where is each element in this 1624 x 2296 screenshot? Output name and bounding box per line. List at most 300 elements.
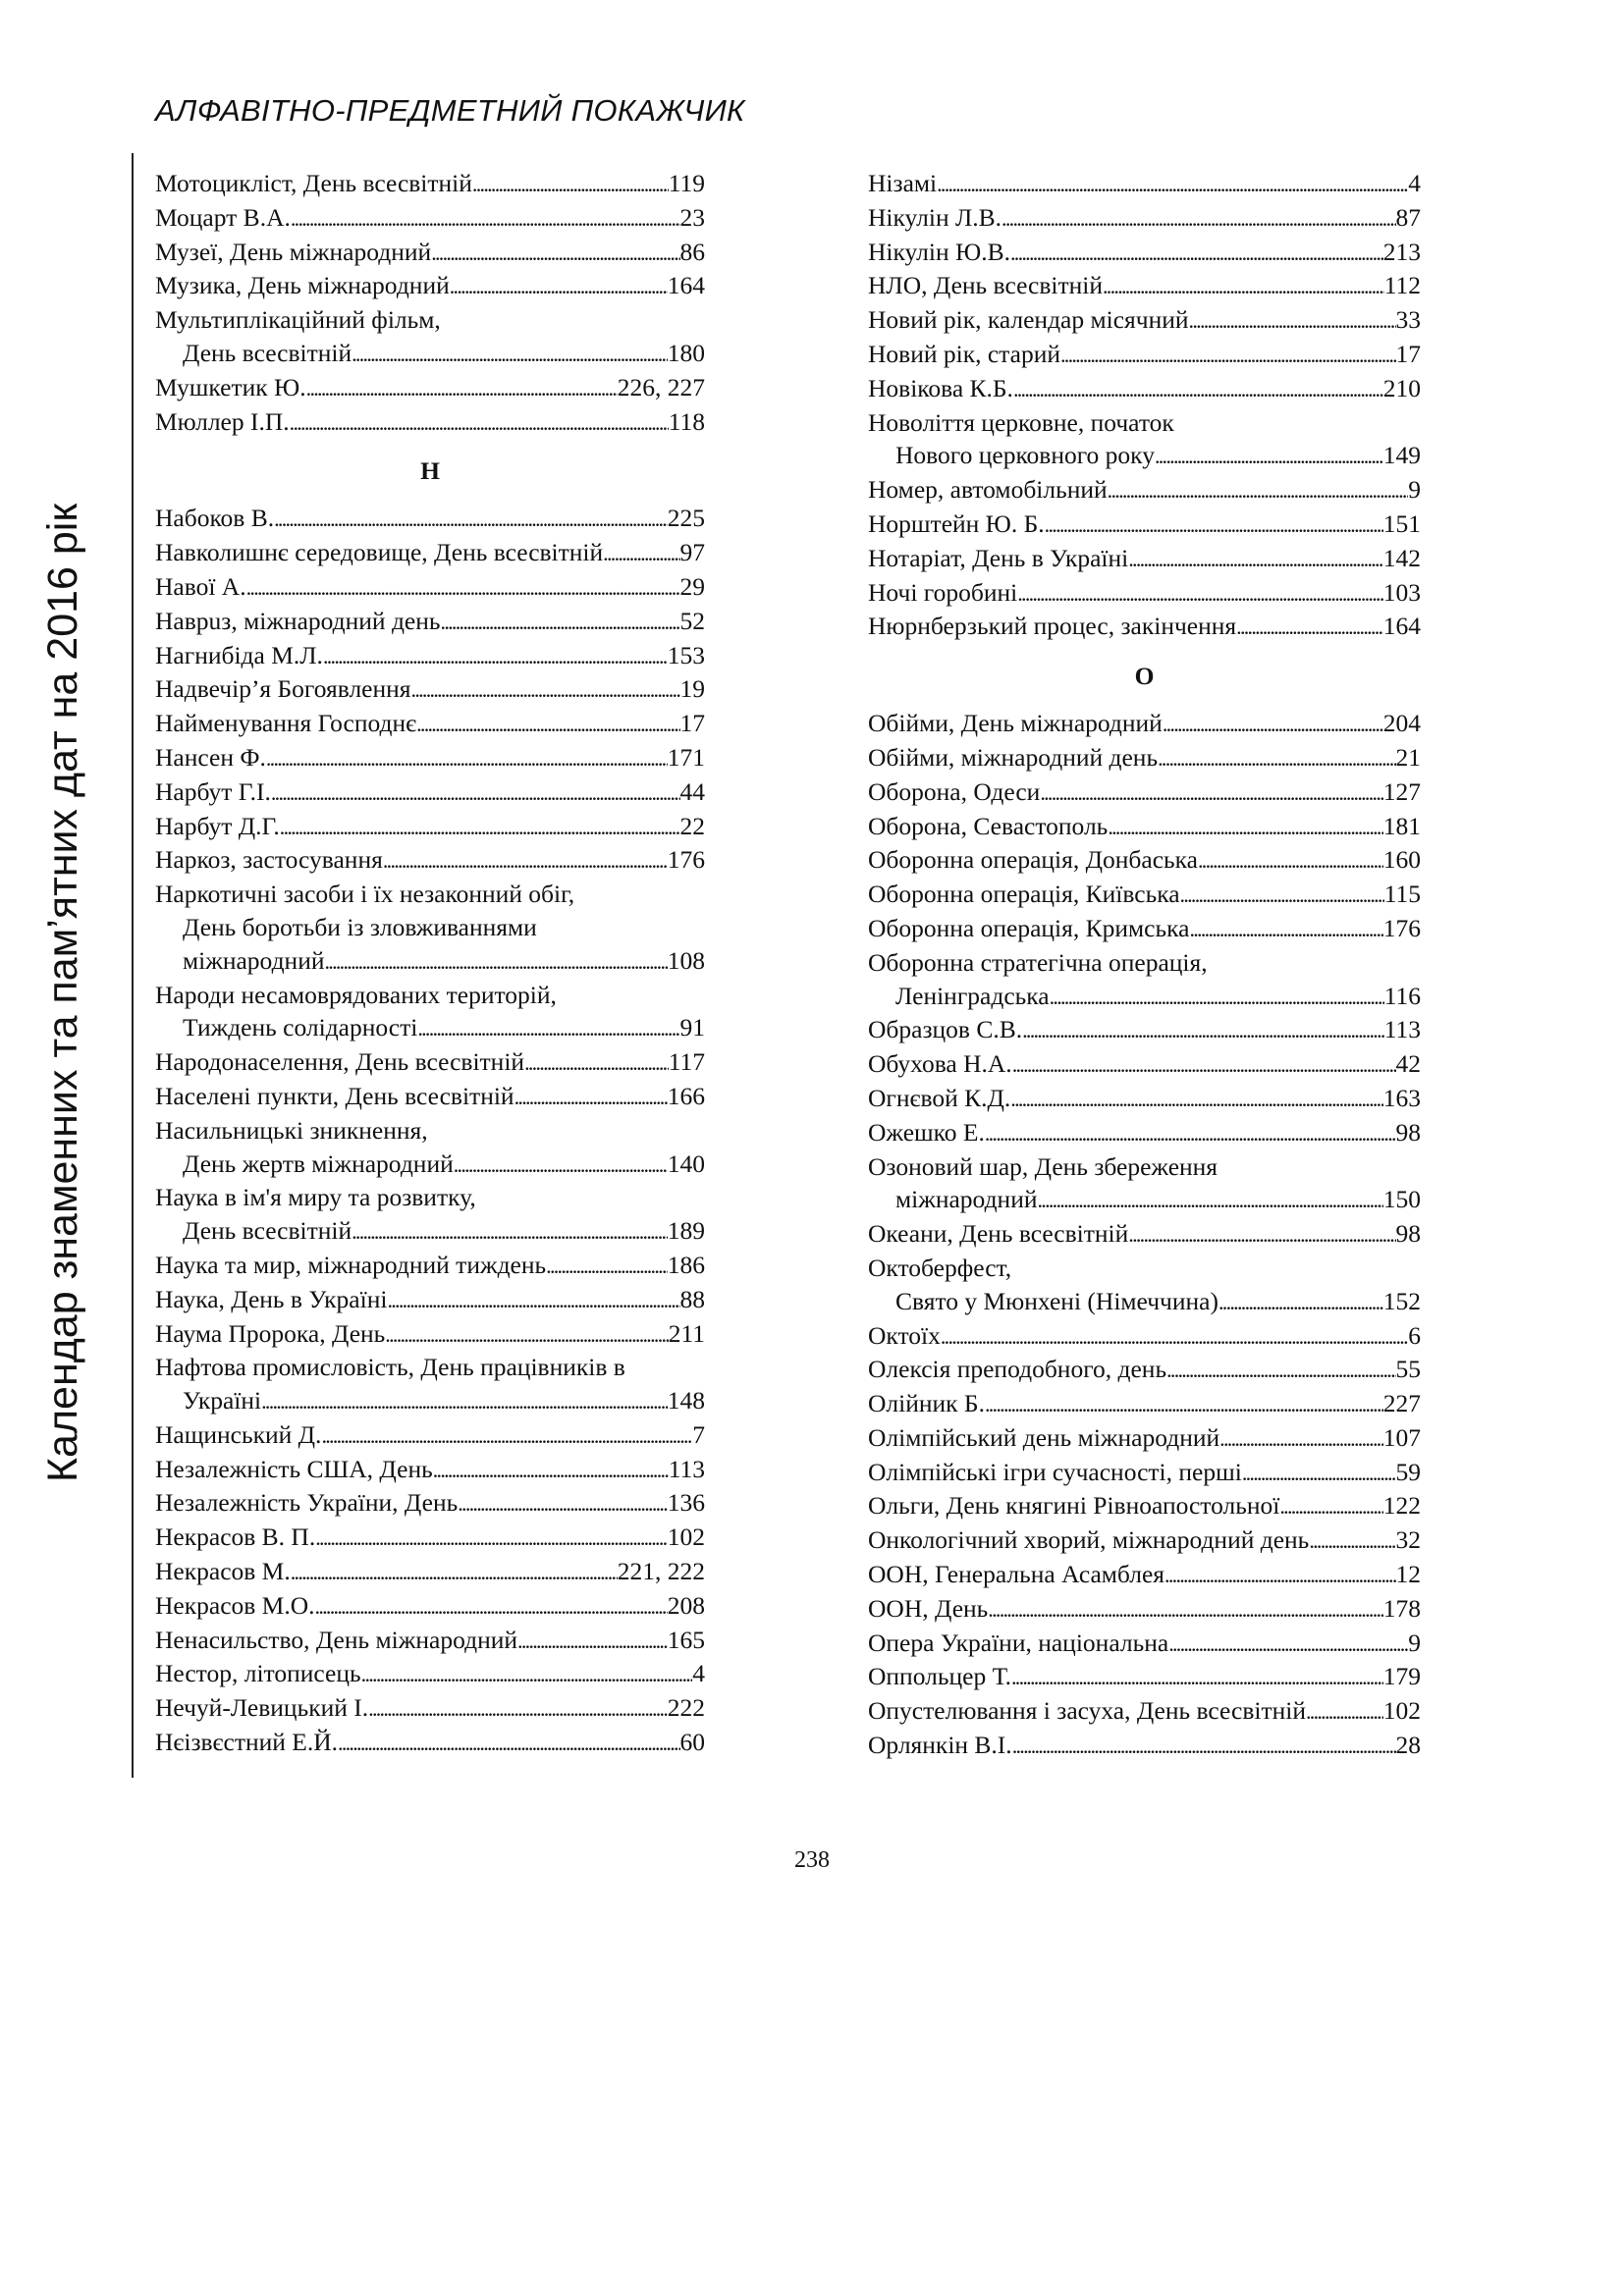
index-entry-text: Некрасов В. П. [155, 1522, 316, 1552]
dot-leader [280, 810, 680, 844]
index-page-reference: 22 [679, 811, 705, 840]
index-entry-text: Некрасов М.О. [155, 1590, 315, 1620]
index-page-reference: 164 [667, 271, 705, 300]
index-entry-line [868, 1456, 1421, 1490]
index-entry [155, 707, 705, 741]
index-entry-line [868, 1013, 1421, 1047]
index-page-reference: 148 [667, 1386, 705, 1415]
index-entry-line [868, 1082, 1421, 1116]
index-entry-text: Номер, автомобільний [868, 475, 1108, 505]
index-entry-line [868, 236, 1421, 270]
index-entry-text: Нарбут Д.Г. [155, 811, 280, 840]
index-page-reference: 29 [679, 571, 705, 601]
index-page-reference: 17 [679, 709, 705, 738]
index-entry-text: Нюрнберзький процес, закінчення [868, 612, 1237, 641]
dot-leader [1218, 1285, 1383, 1319]
index-entry-line [868, 912, 1421, 946]
index-entry-line [868, 980, 1421, 1014]
index-page-reference: 97 [679, 538, 705, 567]
index-entry-line [155, 1384, 705, 1418]
index-entry-line [155, 1148, 705, 1182]
index-entry [155, 639, 705, 673]
index-entry [868, 1660, 1421, 1694]
index-entry-text: ООН, Генеральна Асамблея [868, 1560, 1165, 1589]
dot-leader [941, 1319, 1408, 1354]
index-page-reference: 60 [679, 1728, 705, 1757]
dot-leader [1037, 1183, 1382, 1217]
index-page-reference: 176 [1382, 913, 1421, 942]
index-page-reference: 113 [668, 1454, 705, 1483]
index-page-reference: 116 [1383, 981, 1421, 1010]
index-entry-text: Нарбут Г.І. [155, 776, 271, 806]
index-entry [868, 1319, 1421, 1354]
index-page-reference: 102 [1382, 1696, 1421, 1726]
dot-leader [306, 371, 618, 405]
index-entry [155, 1418, 705, 1453]
index-entry-text: Мотоцикліст, День всесвітній [155, 169, 472, 197]
index-page-reference: 12 [1395, 1560, 1421, 1589]
index-entry-line [868, 843, 1421, 878]
index-page-reference: 42 [1395, 1049, 1421, 1079]
index-entry [868, 1150, 1421, 1218]
index-entry-line [155, 672, 705, 707]
index-entry-line [868, 507, 1421, 542]
index-page-reference: 165 [667, 1625, 705, 1654]
index-entry-line [868, 473, 1421, 507]
index-entry [868, 1353, 1421, 1387]
index-page-reference: 44 [679, 776, 705, 806]
index-entry-line [155, 707, 705, 741]
index-entry-text: Нікулін Ю.В. [868, 237, 1010, 266]
index-entry-line [155, 1726, 705, 1760]
dot-leader [361, 1657, 693, 1691]
dot-leader [1219, 1421, 1383, 1456]
dot-leader [1180, 878, 1384, 912]
index-page-reference: 32 [1395, 1525, 1421, 1555]
index-entry-line [155, 1453, 705, 1487]
index-page-reference: 178 [1382, 1593, 1421, 1623]
dot-leader [1306, 1694, 1383, 1729]
index-entry [155, 1283, 705, 1317]
index-entry-text: ООН, День [868, 1593, 989, 1623]
index-entry-line [868, 1627, 1421, 1661]
index-entry [868, 610, 1421, 644]
index-page-reference: 102 [667, 1522, 705, 1552]
dot-leader [411, 672, 680, 707]
index-entry-line [155, 371, 705, 405]
index-page-reference: 208 [667, 1590, 705, 1620]
index-letter-heading: О [1134, 662, 1155, 691]
dot-leader [433, 1453, 669, 1487]
index-page-reference: 179 [1382, 1662, 1421, 1691]
dot-leader [517, 1624, 668, 1658]
index-page-reference: 98 [1395, 1117, 1421, 1147]
index-page-reference: 91 [679, 1013, 705, 1042]
dot-leader [1011, 1660, 1383, 1694]
index-entry-text: Україні [183, 1386, 262, 1415]
dot-leader [323, 639, 668, 673]
index-page-reference: 152 [1382, 1286, 1421, 1315]
dot-leader [1010, 1082, 1382, 1116]
index-entry [868, 576, 1421, 611]
index-entry-line [155, 878, 705, 911]
index-entry-text: Наука та мир, міжнародний тиждень [155, 1250, 547, 1279]
dot-leader [290, 405, 669, 440]
index-entry [155, 1181, 705, 1249]
dot-leader [315, 1589, 668, 1624]
index-page-reference: 33 [1395, 305, 1421, 335]
dot-leader [1103, 269, 1384, 303]
dot-leader [1168, 1627, 1408, 1661]
index-entry-text: Свято у Мюнхені (Німеччина) [895, 1286, 1218, 1315]
dot-leader [985, 1387, 1383, 1421]
index-entry-text: Нєізвєстний Е.Й. [155, 1728, 339, 1757]
dot-leader [1001, 201, 1395, 236]
index-entry [155, 1114, 705, 1182]
index-entry [155, 1691, 705, 1726]
index-entry-text: Нізамі [868, 169, 938, 197]
index-entry [155, 1589, 705, 1624]
dot-leader [1236, 610, 1383, 644]
index-entry-text: Обійми, міжнародний день [868, 742, 1159, 772]
dot-leader [1108, 473, 1409, 507]
index-entry-line [155, 911, 705, 944]
index-entry-line [155, 1691, 705, 1726]
index-entry-line [868, 167, 1421, 201]
index-entry [155, 1726, 705, 1760]
index-entry-text: Ожешко Е. [868, 1117, 985, 1147]
dot-leader [1158, 741, 1395, 775]
index-entry-text: Обійми, День міжнародний [868, 709, 1163, 738]
index-entry-line [155, 1657, 705, 1691]
index-page-reference: 171 [667, 742, 705, 772]
index-entry [868, 236, 1421, 270]
index-entry [868, 741, 1421, 775]
index-entry [868, 1047, 1421, 1082]
index-page-reference: 88 [679, 1284, 705, 1313]
index-entry-text: Наука, День в Україні [155, 1284, 388, 1313]
index-entry-line [868, 1116, 1421, 1150]
dot-leader [274, 502, 668, 536]
index-page-reference: 186 [667, 1250, 705, 1279]
index-page-reference: 108 [667, 945, 705, 975]
index-entry [155, 1453, 705, 1487]
index-entry [868, 1694, 1421, 1729]
index-entry-text: Музика, День міжнародний [155, 271, 450, 300]
dot-leader [1012, 1729, 1396, 1763]
index-page-reference: 122 [1382, 1491, 1421, 1521]
index-entry-text: День всесвітній [183, 1216, 352, 1246]
index-page-reference: 115 [1383, 880, 1421, 909]
index-entry-text: Набоков В. [155, 504, 275, 533]
index-page-reference: 189 [667, 1216, 705, 1246]
index-page-reference: 17 [1395, 339, 1421, 368]
dot-leader [368, 1691, 668, 1726]
index-entry [155, 1045, 705, 1080]
index-entry-text: Нафтова промисловість, День працівників в [155, 1353, 625, 1382]
index-entry-line [155, 1080, 705, 1114]
dot-leader [1050, 980, 1384, 1014]
dot-leader [450, 269, 668, 303]
index-entry [868, 303, 1421, 338]
index-page-reference: 9 [1408, 1628, 1421, 1657]
index-entry-text: Наума Пророка, День [155, 1318, 386, 1348]
index-entry-text: Надвечір’я Богоявлення [155, 674, 411, 704]
index-entry-text: Ленінградська [895, 981, 1050, 1010]
index-entry-text: Новий рік, старий [868, 339, 1060, 368]
dot-leader [1279, 1489, 1382, 1523]
dot-leader [1189, 912, 1382, 946]
index-entry-text: Нового церковного року [895, 441, 1155, 470]
index-entry-text: Новоліття церковне, початок [868, 407, 1174, 437]
index-entry [868, 269, 1421, 303]
index-entry-line [155, 979, 705, 1012]
index-entry [868, 201, 1421, 236]
index-entry [155, 1486, 705, 1521]
index-entry [868, 878, 1421, 912]
index-page-reference: 117 [668, 1047, 705, 1077]
index-entry-text: Огнєвой К.Д. [868, 1083, 1011, 1112]
index-entry-text: Оборона, Одеси [868, 776, 1041, 806]
dot-leader [472, 167, 669, 201]
index-entry-text: Незалежність США, День [155, 1454, 433, 1483]
index-entry-text: Оборонна стратегічна операція, [868, 947, 1208, 977]
index-entry [155, 201, 705, 236]
dot-leader [352, 337, 668, 371]
index-entry [868, 542, 1421, 576]
index-entry-text: Насильницькі зникнення, [155, 1115, 428, 1145]
index-page-reference: 151 [1382, 508, 1421, 538]
index-entry-line [868, 946, 1421, 980]
index-entry [155, 405, 705, 440]
index-entry-text: Наркотичні засоби і їх незаконний обіг, [155, 880, 575, 909]
dot-leader [338, 1726, 679, 1760]
dot-leader [1163, 707, 1383, 741]
index-entry-text: Оппольцер Т. [868, 1662, 1011, 1691]
dot-leader [937, 167, 1408, 201]
index-entry-line [868, 1183, 1421, 1217]
index-page-reference: 55 [1395, 1355, 1421, 1384]
dot-leader [246, 570, 680, 605]
index-entry-text: Моцарт В.А. [155, 202, 291, 232]
index-entry-line [155, 1045, 705, 1080]
index-entry-text: Олімпійські ігри сучасності, перші [868, 1457, 1242, 1486]
index-entry-text: НЛО, День всесвітній [868, 271, 1103, 300]
index-entry-line [868, 1252, 1421, 1285]
index-entry-text: Наркоз, застосування [155, 845, 383, 875]
index-entry-line [868, 439, 1421, 473]
index-entry-text: Мультиплікаційний фільм, [155, 305, 441, 335]
index-entry-text: Мушкетик Ю. [155, 372, 306, 401]
index-entry-line [868, 1660, 1421, 1694]
index-page-reference: 213 [1382, 237, 1421, 266]
index-entry-line [155, 405, 705, 440]
index-entry-line [155, 1521, 705, 1555]
index-entry-text: Опера України, національна [868, 1628, 1169, 1657]
index-page-reference: 176 [667, 845, 705, 875]
dot-leader [383, 843, 668, 878]
index-page-reference: 204 [1382, 709, 1421, 738]
index-entry-text: Мюллер І.П. [155, 406, 290, 436]
dot-leader [1045, 507, 1383, 542]
index-entry [155, 1657, 705, 1691]
index-page-reference: 127 [1382, 776, 1421, 806]
index-entry-line [155, 741, 705, 775]
index-page-reference: 136 [667, 1488, 705, 1518]
index-page-reference: 150 [1382, 1185, 1421, 1214]
index-page-reference: 113 [1383, 1015, 1421, 1044]
dot-leader [1155, 439, 1383, 473]
index-entry-text: Образцов С.В. [868, 1015, 1023, 1044]
index-entry [155, 502, 705, 536]
index-page-reference: 98 [1395, 1219, 1421, 1249]
index-entry [155, 672, 705, 707]
index-entry-text: міжнародний [183, 945, 325, 975]
index-entry [868, 473, 1421, 507]
index-entry-line [155, 1114, 705, 1148]
index-page-reference: 21 [1395, 742, 1421, 772]
dot-leader [1022, 1013, 1384, 1047]
index-letter-heading: Н [420, 456, 440, 486]
index-entry [868, 1523, 1421, 1558]
index-entry-text: Некрасов М. [155, 1557, 291, 1586]
index-page-reference: 87 [1395, 202, 1421, 232]
index-page-reference: 19 [679, 674, 705, 704]
index-entry-text: Нансен Ф. [155, 742, 266, 772]
dot-leader [546, 1249, 668, 1283]
index-entry-line [868, 201, 1421, 236]
index-entry [868, 338, 1421, 372]
dot-leader [1189, 303, 1396, 338]
index-entry [868, 1592, 1421, 1627]
index-entry [155, 979, 705, 1046]
index-entry [868, 1116, 1421, 1150]
dot-leader [1010, 236, 1383, 270]
index-entry-line [155, 167, 705, 201]
index-entry-line [868, 1523, 1421, 1558]
index-page-reference: 149 [1382, 441, 1421, 470]
index-entry-line [155, 269, 705, 303]
index-entry-line [868, 1150, 1421, 1184]
index-entry [155, 810, 705, 844]
index-entry-text: Норштейн Ю. Б. [868, 508, 1045, 538]
index-entry-line [155, 536, 705, 570]
index-entry [868, 912, 1421, 946]
index-entry-line [155, 1283, 705, 1317]
index-entry [155, 775, 705, 810]
dot-leader [387, 1283, 679, 1317]
index-page-reference: 52 [679, 606, 705, 635]
index-entry [868, 843, 1421, 878]
dot-leader [417, 1011, 679, 1045]
index-entry [155, 1624, 705, 1658]
index-entry-text: Октоберфест, [868, 1253, 1012, 1282]
index-entry [155, 878, 705, 978]
index-entry-text: Олексія преподобного, день [868, 1355, 1167, 1384]
index-entry-line [868, 1558, 1421, 1592]
index-entry-line [155, 775, 705, 810]
dot-leader [431, 236, 679, 270]
dot-leader [985, 1116, 1396, 1150]
index-entry-line [155, 1317, 705, 1352]
index-entry [868, 406, 1421, 474]
dot-leader [1198, 843, 1383, 878]
index-entry-line [155, 1351, 705, 1384]
index-entry-text: Нащинський Д. [155, 1419, 322, 1449]
index-entry-line [868, 1353, 1421, 1387]
index-page-reference: 23 [679, 202, 705, 232]
index-entry [868, 507, 1421, 542]
index-entry [155, 371, 705, 405]
index-page-reference: 180 [667, 338, 705, 367]
index-entry-line [155, 1249, 705, 1283]
index-entry-text: Оборонна операція, Кримська [868, 913, 1190, 942]
index-entry-text: Наука в ім'я миру та розвитку, [155, 1183, 476, 1212]
index-entry-line [868, 810, 1421, 844]
dot-leader [1012, 1047, 1396, 1082]
index-entry-text: Нікулін Л.В. [868, 202, 1002, 232]
index-entry [155, 536, 705, 570]
dot-leader [1108, 810, 1382, 844]
dot-leader [291, 201, 680, 236]
index-page-reference: 166 [667, 1081, 705, 1110]
index-entry-text: Наврuз, міжнародний день [155, 606, 441, 635]
index-entry-text: Орлянкін В.І. [868, 1731, 1012, 1760]
index-entry [155, 1521, 705, 1555]
dot-leader [385, 1317, 668, 1352]
index-entry-text: День жертв міжнародний [183, 1148, 454, 1178]
index-page-reference: 210 [1382, 373, 1421, 402]
index-page-reference: 118 [668, 406, 705, 436]
dot-leader [352, 1214, 668, 1249]
index-page-reference: 112 [1383, 271, 1421, 300]
index-entry-text: Музеї, День міжнародний [155, 237, 432, 266]
index-entry [155, 269, 705, 303]
index-entry-text: Нагнибіда М.Л. [155, 640, 323, 669]
index-page-reference: 4 [1408, 169, 1421, 197]
index-entry-line [155, 843, 705, 878]
index-page-reference: 211 [668, 1318, 705, 1348]
index-page-reference: 181 [1382, 811, 1421, 840]
index-entry-line [868, 610, 1421, 644]
index-entry-line [868, 707, 1421, 741]
index-entry-text: Нотаріат, День в Україні [868, 543, 1129, 572]
index-entry [155, 605, 705, 639]
dot-leader [1128, 1217, 1395, 1252]
calendar-side-title: Календар знаменних та пам’ятних дат на 2016 рік [39, 503, 86, 1482]
index-page-reference: 164 [1382, 612, 1421, 641]
dot-leader [514, 1080, 668, 1114]
index-entry [868, 1489, 1421, 1523]
index-page-reference: 107 [1382, 1422, 1421, 1452]
index-page-reference: 28 [1395, 1731, 1421, 1760]
index-entry [155, 1555, 705, 1589]
index-entry-text: Олімпійський день міжнародний [868, 1422, 1220, 1452]
index-entry-line [868, 1592, 1421, 1627]
index-page-reference: 225 [667, 504, 705, 533]
dot-leader [454, 1148, 668, 1182]
index-entry-text: День боротьби із зловживаннями [183, 912, 537, 941]
index-entry [868, 1729, 1421, 1763]
index-entry [155, 843, 705, 878]
index-entry [155, 570, 705, 605]
dot-leader [441, 605, 680, 639]
index-page-reference: 226, 227 [617, 372, 705, 401]
dot-leader [1040, 775, 1382, 810]
index-entry [868, 946, 1421, 1014]
index-entry-text: Олійник Б. [868, 1389, 985, 1418]
index-page-reference: 4 [692, 1659, 705, 1688]
